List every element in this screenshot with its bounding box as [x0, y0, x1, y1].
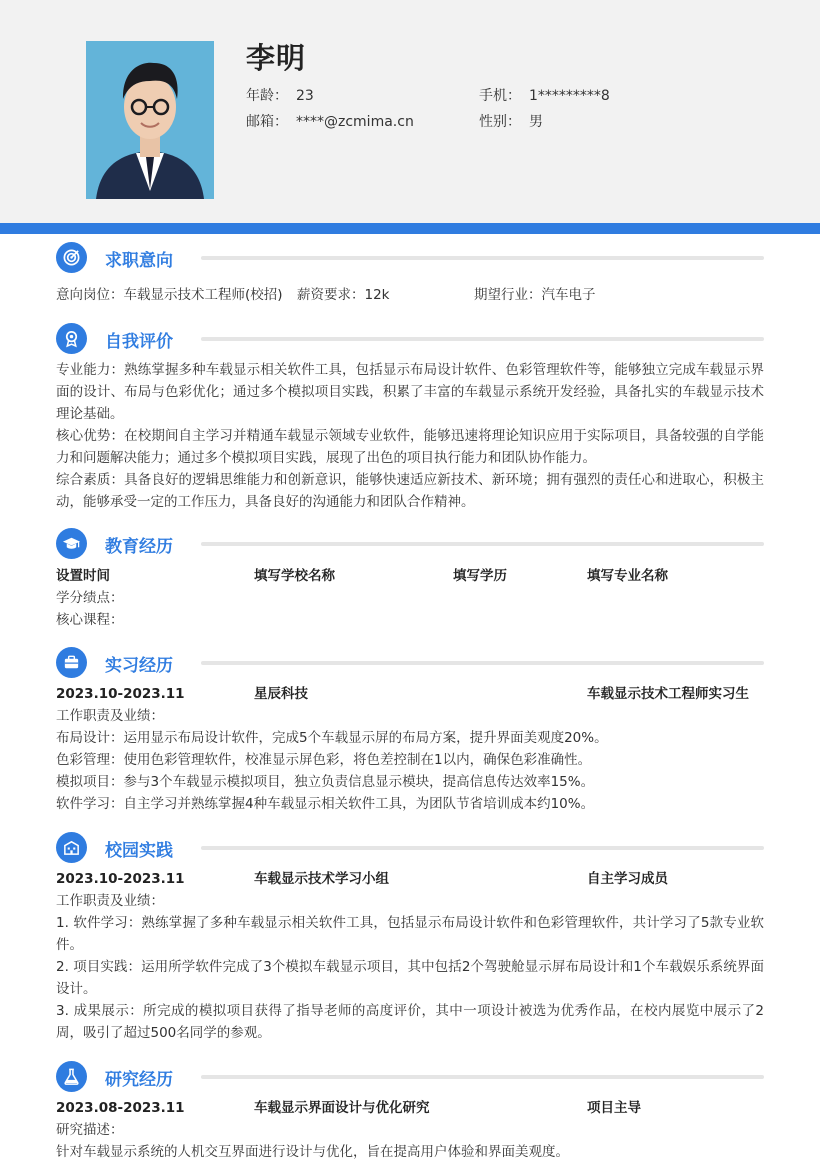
section-header — [56, 647, 764, 679]
list-item: 软件学习：自主学习并熟练掌握4种车载显示相关软件工具，为团队节省培训成本约10%。 — [56, 796, 595, 812]
section-header — [56, 1061, 764, 1093]
internship-duty-label: 工作职责及业绩： — [56, 708, 164, 724]
age-info: 年龄： 23 — [246, 88, 314, 104]
education-time: 设置时间 — [56, 568, 110, 584]
education-courses: 核心课程： — [56, 612, 124, 628]
briefcase-icon — [56, 647, 87, 678]
list-item: 2. 项目实践：运用所学软件完成了3个模拟车载显示项目，其中包括2个驾驶舱显示屏布局设计和1个车载娱乐系统界面设计。 — [56, 959, 764, 997]
education-school: 填写学校名称 — [254, 568, 335, 584]
header-divider — [0, 223, 820, 234]
email-info: 邮箱： ****@zcmima.cn — [246, 114, 414, 130]
campus-role: 自主学习成员 — [587, 871, 668, 887]
section-header — [56, 832, 764, 864]
section-header — [56, 323, 764, 355]
section-rule — [201, 542, 764, 546]
campus-row — [56, 868, 764, 890]
section-rule — [201, 256, 764, 260]
research-time: 2023.08-2023.11 — [56, 1100, 185, 1116]
gender-info: 性别： 男 — [479, 114, 543, 130]
section-rule — [201, 846, 764, 850]
education-row — [56, 565, 764, 587]
internship-role: 车载显示技术工程师实习生 — [587, 686, 749, 702]
section-rule — [201, 337, 764, 341]
section-job-intent — [56, 242, 764, 306]
internship-row — [56, 683, 764, 705]
section-title: 实习经历 — [105, 656, 173, 676]
graduation-cap-icon — [56, 528, 87, 559]
award-icon — [56, 323, 87, 354]
section-education — [56, 528, 764, 631]
section-title: 教育经历 — [105, 537, 173, 557]
building-icon — [56, 832, 87, 863]
list-item: 1. 软件学习：熟练掌握了多种车载显示相关软件工具，包括显示布局设计软件和色彩管理软件，共计学习了5款专业软件。 — [56, 915, 764, 953]
section-research — [56, 1061, 764, 1160]
campus-duty-label: 工作职责及业绩： — [56, 893, 164, 909]
section-rule — [201, 661, 764, 665]
research-role: 项目主导 — [587, 1100, 641, 1116]
intent-position: 意向岗位：车载显示技术工程师(校招) — [56, 287, 283, 303]
internship-time: 2023.10-2023.11 — [56, 686, 185, 702]
research-description: 针对车载显示系统的人机交互界面进行设计与优化，旨在提高用户体验和界面美观度。 — [56, 1144, 569, 1160]
list-item: 色彩管理：使用色彩管理软件，校准显示屏色彩，将色差控制在1以内，确保色彩准确性。 — [56, 752, 592, 768]
research-topic: 车载显示界面设计与优化研究 — [254, 1100, 430, 1116]
intent-salary: 薪资要求：12k — [297, 287, 390, 303]
avatar — [86, 41, 214, 199]
section-title: 自我评价 — [105, 332, 173, 352]
list-item: 模拟项目：参与3个车载显示模拟项目，独立负责信息显示模块，提高信息传达效率15%。 — [56, 774, 595, 790]
intent-industry: 期望行业：汽车电子 — [474, 287, 596, 303]
section-header — [56, 528, 764, 560]
internship-company: 星辰科技 — [254, 686, 308, 702]
person-name: 李明 — [246, 41, 307, 75]
flask-icon — [56, 1061, 87, 1092]
research-row — [56, 1097, 764, 1119]
section-internship — [56, 647, 764, 815]
campus-org: 车载显示技术学习小组 — [254, 871, 389, 887]
list-item: 3. 成果展示：所完成的模拟项目获得了指导老师的高度评价，其中一项设计被选为优秀作品，在校内展览中展示了2周，吸引了超过500名同学的参观。 — [56, 1003, 764, 1041]
phone-info: 手机： 1*********8 — [479, 88, 610, 104]
intent-row — [56, 284, 764, 306]
list-item: 布局设计：运用显示布局设计软件，完成5个车载显示屏的布局方案，提升界面美观度20%。 — [56, 730, 608, 746]
education-degree: 填写学历 — [453, 568, 507, 584]
section-title: 研究经历 — [105, 1070, 173, 1090]
section-header — [56, 242, 764, 274]
self-eval-paragraph: 专业能力：熟练掌握多种车载显示相关软件工具，包括显示布局设计软件、色彩管理软件等，能够独立完成车载显示界面的设计、布局与色彩优化；通过多个模拟项目实践，积累了丰富的车载显示系统开发经验，具备扎实的车载显示技术理论基础。 — [56, 362, 764, 422]
section-title: 校园实践 — [105, 841, 173, 861]
section-self-evaluation — [56, 323, 764, 513]
section-title: 求职意向 — [105, 251, 173, 271]
research-desc-label: 研究描述： — [56, 1122, 124, 1138]
campus-time: 2023.10-2023.11 — [56, 871, 185, 887]
education-major: 填写专业名称 — [587, 568, 668, 584]
section-campus-practice — [56, 832, 764, 1044]
self-eval-paragraph: 核心优势：在校期间自主学习并精通车载显示领域专业软件，能够迅速将理论知识应用于实际项目，具备较强的自学能力和问题解决能力；通过多个模拟项目实践，展现了出色的项目执行能力和团队协作能力。 — [56, 428, 764, 466]
self-eval-paragraph: 综合素质：具备良好的逻辑思维能力和创新意识，能够快速适应新技术、新环境；拥有强烈的责任心和进取心，积极主动，能够承受一定的工作压力，具备良好的沟通能力和团队合作精神。 — [56, 472, 764, 510]
profile-header — [0, 0, 820, 223]
target-icon — [56, 242, 87, 273]
education-gpa: 学分绩点： — [56, 590, 124, 606]
section-rule — [201, 1075, 764, 1079]
